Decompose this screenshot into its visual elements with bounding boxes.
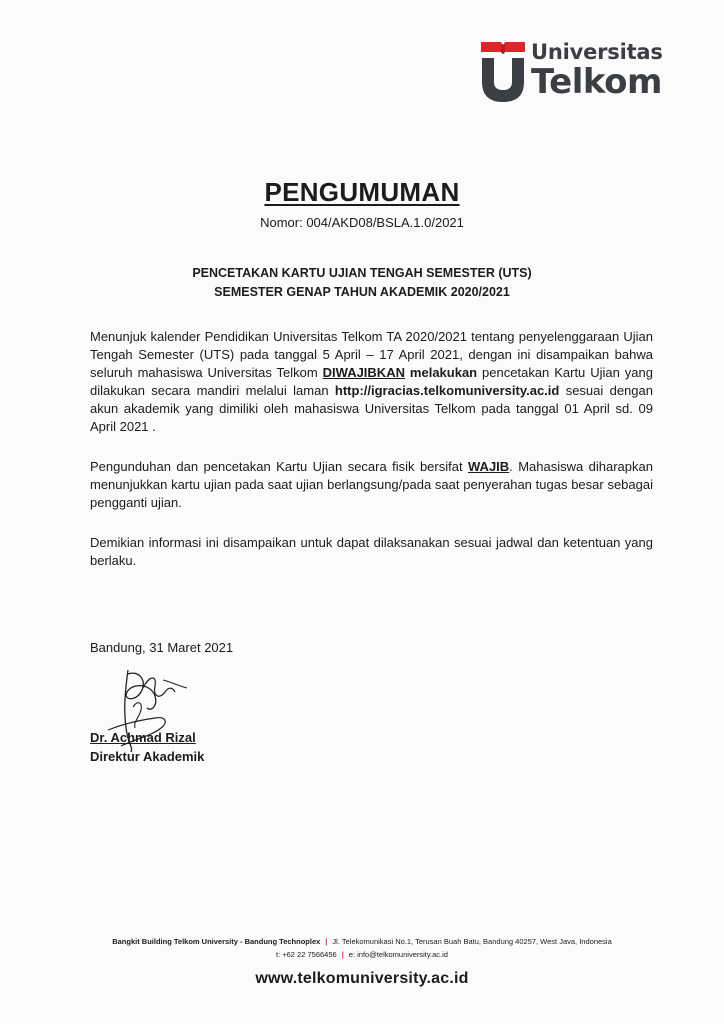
footer-street: Jl. Telekomunikasi No.1, Terusan Buah Batu, Bandung 40257, West Java, Indonesia: [332, 937, 612, 946]
footer-email[interactable]: e: info@telkomuniversity.ac.id: [348, 950, 448, 959]
p2-text-b: . Mahasiswa diharapkan menunjukkan kartu ujian pada saat ujian berlangsung/pada saat penyerahan tugas besar sebagai pengganti ujian.: [90, 459, 653, 510]
p1-text-b: pencetakan Kartu Ujian yang dilakukan secara mandiri melalui laman: [90, 365, 653, 398]
paragraph-1: [90, 328, 653, 436]
subject-line-2: SEMESTER GENAP TAHUN AKADEMIK 2020/2021: [214, 285, 510, 299]
footer-building: Bangkit Building Telkom University - Bandung Technoplex: [112, 937, 321, 946]
document-title: [0, 177, 724, 208]
university-logo: [479, 38, 669, 106]
logo-line-universitas: Universitas: [531, 40, 663, 64]
signer-name: Dr. Achmad Rizal: [90, 730, 196, 745]
p1-text-a: Menunjuk kalender Pendidikan Universitas Telkom TA 2020/2021 tentang penyelenggaraan Ujian Tengah Semester (UTS) pada tanggal 5 April – 17 April 2021, dengan ini disampaikan bahwa seluruh mahasiswa Universitas Telkom: [90, 329, 653, 380]
subject-heading: [0, 264, 724, 302]
footer-address: [0, 937, 724, 946]
footer-separator: |: [325, 937, 328, 946]
emphasis-wajib: WAJIB: [468, 459, 510, 474]
footer-phone: t: +62 22 7566456: [276, 950, 337, 959]
paragraph-2: [90, 458, 653, 512]
footer-separator-2: |: [341, 950, 344, 959]
p1-text-c: sesuai dengan akun akademik yang dimiliki oleh mahasiswa Universitas Telkom pada tanggal 01 April sd. 09 April 2021 .: [90, 383, 653, 434]
signer-role: Direktur Akademik: [90, 749, 205, 764]
p2-text-a: Pengunduhan dan pencetakan Kartu Ujian secara fisik bersifat: [90, 459, 468, 474]
emphasis-melakukan: melakukan: [404, 365, 478, 380]
igracias-link[interactable]: http://igracias.telkomuniversity.ac.id: [334, 383, 560, 398]
telkom-logo-icon: [479, 38, 527, 104]
document-number: Nomor: 004/AKD08/BSLA.1.0/2021: [260, 215, 464, 230]
footer-contact: [0, 950, 724, 959]
website-link[interactable]: www.telkomuniversity.ac.id: [255, 970, 469, 987]
emphasis-diwajibkan: DIWAJIBKAN: [322, 365, 405, 380]
logo-line-telkom: Telkom: [531, 62, 662, 102]
paragraph-3: Demikian informasi ini disampaikan untuk dapat dilaksanakan sesuai jadwal dan ketentuan yang berlaku.: [90, 535, 653, 568]
place-date: Bandung, 31 Maret 2021: [90, 640, 234, 655]
subject-line-1: PENCETAKAN KARTU UJIAN TENGAH SEMESTER (UTS): [192, 266, 532, 280]
document-title-text: PENGUMUMAN: [264, 177, 460, 207]
